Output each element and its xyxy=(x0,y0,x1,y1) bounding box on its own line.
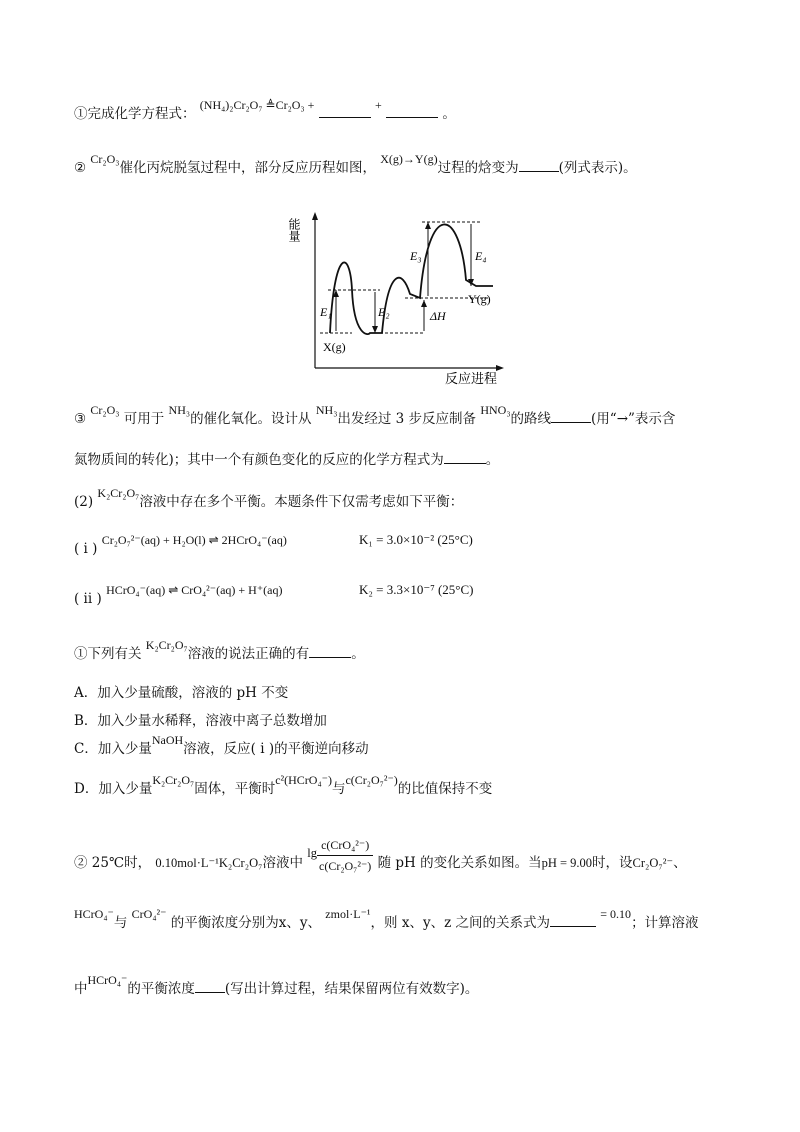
s2-line-2 xyxy=(74,907,699,933)
s2-blank-1[interactable] xyxy=(550,912,596,927)
s2-l2d: 的平衡浓度分别为x、y、 xyxy=(170,915,321,931)
q3-nh3a: NH₃ xyxy=(168,403,191,417)
s2-fraction xyxy=(317,835,373,876)
option-d-t4: 的比值保持不变 xyxy=(397,781,493,797)
option-c-naoh: NaOH xyxy=(151,733,184,747)
q1-blank-2[interactable] xyxy=(386,103,438,118)
p2-text: 溶液中存在多个平衡。本题条件下仅需考虑如下平衡： xyxy=(139,494,464,510)
s2-ph: pH = 9.00 xyxy=(541,856,593,870)
e4-label: E₄ xyxy=(475,249,487,263)
option-a[interactable]: A．加入少量硫酸，溶液的 pH 不变 xyxy=(74,685,289,701)
s2-frac-num: c(CrO₄²⁻) xyxy=(317,835,373,856)
option-d[interactable] xyxy=(74,773,493,799)
q3-blank-2[interactable] xyxy=(444,449,486,464)
y-state-label: Y(g) xyxy=(468,292,491,306)
q2-num: ② xyxy=(74,160,87,176)
q3-line-1 xyxy=(74,403,676,429)
option-c-t2: 溶液，反应( i )的平衡逆向移动 xyxy=(183,741,369,757)
eq1-formula: Cr₂O₇²⁻(aq) + H₂O(l) ⇌ 2HCrO₄⁻(aq) xyxy=(101,533,287,547)
s2-frac-den: c(Cr₂O₇²⁻) xyxy=(319,859,372,873)
q3-num: ③ xyxy=(74,411,87,427)
eq2-k: K₂ = 3.3×10⁻⁷ (25°C) xyxy=(359,582,474,597)
s2-l2g: = 0.10 xyxy=(600,907,632,921)
s2-t3: 随 pH 的变化关系如图。当 xyxy=(377,855,542,871)
q3-nh3b: NH₃ xyxy=(315,403,338,417)
s2-l2b: 与 xyxy=(113,915,128,931)
option-d-t3: 与 xyxy=(331,781,346,797)
option-d-t2: 固体，平衡时 xyxy=(194,781,276,797)
q2-text1: 催化丙烷脱氢过程中，部分反应历程如图， xyxy=(119,160,376,176)
q1-blank-1[interactable] xyxy=(319,103,371,118)
eq2-label: ( ii ) xyxy=(74,591,102,607)
s2-lg: lg xyxy=(307,846,317,860)
eq2-formula: HCrO₄⁻(aq) ⇌ CrO₄²⁻(aq) + H⁺(aq) xyxy=(106,583,283,597)
eq1-line xyxy=(74,532,473,559)
s2-t2: 溶液中 xyxy=(262,855,303,871)
x-axis-label: 反应进程 xyxy=(445,372,498,387)
s2-t5: 、 xyxy=(673,855,687,871)
q3-t5: (用“→”表示含 xyxy=(591,411,676,427)
e3-label: E₃ xyxy=(410,249,422,263)
s2-unit: zmol·L⁻¹ xyxy=(325,907,371,921)
q2-blank[interactable] xyxy=(519,157,559,172)
option-c[interactable] xyxy=(74,733,369,759)
e1-label: E₁ xyxy=(320,305,332,319)
option-d-c: c(Cr₂O₇²⁻) xyxy=(345,773,398,787)
eq1-k: K₁ = 3.0×10⁻² (25°C) xyxy=(359,532,473,547)
x-axis-arrow xyxy=(496,365,504,371)
s1-k2cr2o7: K₂Cr₂O₇ xyxy=(145,638,188,652)
q1-end: 。 xyxy=(442,106,456,122)
s1-line xyxy=(74,638,365,664)
s2-line-3 xyxy=(74,973,479,999)
e2-arrowhead xyxy=(372,326,378,333)
energy-diagram xyxy=(287,208,520,387)
eq2-line xyxy=(74,582,474,609)
q3-t4: 的路线 xyxy=(510,411,552,427)
q3-t3: 出发经过 3 步反应制备 xyxy=(337,411,477,427)
s1-t3: 。 xyxy=(351,646,365,662)
q2-text2: 过程的焓变为 xyxy=(437,160,519,176)
option-b[interactable]: B．加入少量水稀释，溶液中离子总数增加 xyxy=(74,713,327,729)
option-d-t1: D．加入少量 xyxy=(74,781,153,797)
p2-line xyxy=(74,486,464,512)
y-axis-arrow xyxy=(312,212,318,220)
q1-formula: (NH₄)₂Cr₂O₇ ≜Cr₂O₃ + xyxy=(199,98,315,112)
s2-t4: 时，设 xyxy=(592,855,633,871)
x-state-label: X(g) xyxy=(323,340,346,354)
s2-hcro4: HCrO₄⁻ xyxy=(74,907,114,921)
q2-text3: (列式表示)。 xyxy=(558,160,637,176)
q1-plus: + xyxy=(374,98,382,112)
q1-line xyxy=(74,98,456,124)
q3-hno3: HNO₃ xyxy=(480,403,511,417)
eq1-label: ( i ) xyxy=(74,541,98,557)
s1-t2: 溶液的说法正确的有 xyxy=(187,646,310,662)
p2-num: (2) xyxy=(74,494,94,510)
q3-line2a: 氮物质间的转化)；其中一个有颜色变化的反应的化学方程式为 xyxy=(74,452,444,468)
option-d-c2: c²(HCrO₄⁻) xyxy=(275,773,332,787)
q1-prefix: ①完成化学方程式： xyxy=(74,106,196,122)
p2-k2cr2o7: K₂Cr₂O₇ xyxy=(97,486,140,500)
s2-blank-2[interactable] xyxy=(195,978,225,993)
dh-label: ΔH xyxy=(430,309,446,323)
s2-l3a: 中 xyxy=(74,981,88,997)
s2-l2h: ；计算溶液 xyxy=(631,915,699,931)
option-c-t1: C．加入少量 xyxy=(74,741,152,757)
s2-line-1 xyxy=(74,838,687,884)
s2-l2f: ，则 x、y、z 之间的关系式为 xyxy=(370,915,550,931)
s2-l3-hcro4: HCrO₄⁻ xyxy=(87,973,128,987)
s1-blank[interactable] xyxy=(309,643,351,658)
dh-arrowhead xyxy=(421,300,427,307)
s2-cr2o7: Cr₂O₇²⁻ xyxy=(632,856,674,870)
s2-l3d: (写出计算过程，结果保留两位有效数字)。 xyxy=(224,981,479,997)
s2-conc: 0.10mol·L⁻¹K₂Cr₂O₇ xyxy=(155,856,263,870)
q3-line2b: 。 xyxy=(485,452,500,468)
e2-label: E₂ xyxy=(378,305,390,319)
q3-t1: 可用于 xyxy=(123,411,165,427)
q2-cr2o3: Cr₂O₃ xyxy=(90,152,120,166)
s2-t1: ② 25℃时， xyxy=(74,855,152,871)
q2-formula: X(g)→Y(g) xyxy=(380,152,438,166)
s2-l3c: 的平衡浓度 xyxy=(127,981,195,997)
option-d-k2cr2o7: K₂Cr₂O₇ xyxy=(152,773,195,787)
q2-line xyxy=(74,152,637,178)
q3-line-2 xyxy=(74,449,499,470)
y-axis-label: 能量 xyxy=(287,218,301,242)
e3-arrowhead xyxy=(425,222,431,229)
s1-t1: ①下列有关 xyxy=(74,646,142,662)
q3-t2: 的催化氧化。设计从 xyxy=(190,411,312,427)
q3-cr2o3: Cr₂O₃ xyxy=(90,403,120,417)
s2-cro4: CrO₄²⁻ xyxy=(131,907,167,921)
q3-blank-1[interactable] xyxy=(551,408,591,423)
